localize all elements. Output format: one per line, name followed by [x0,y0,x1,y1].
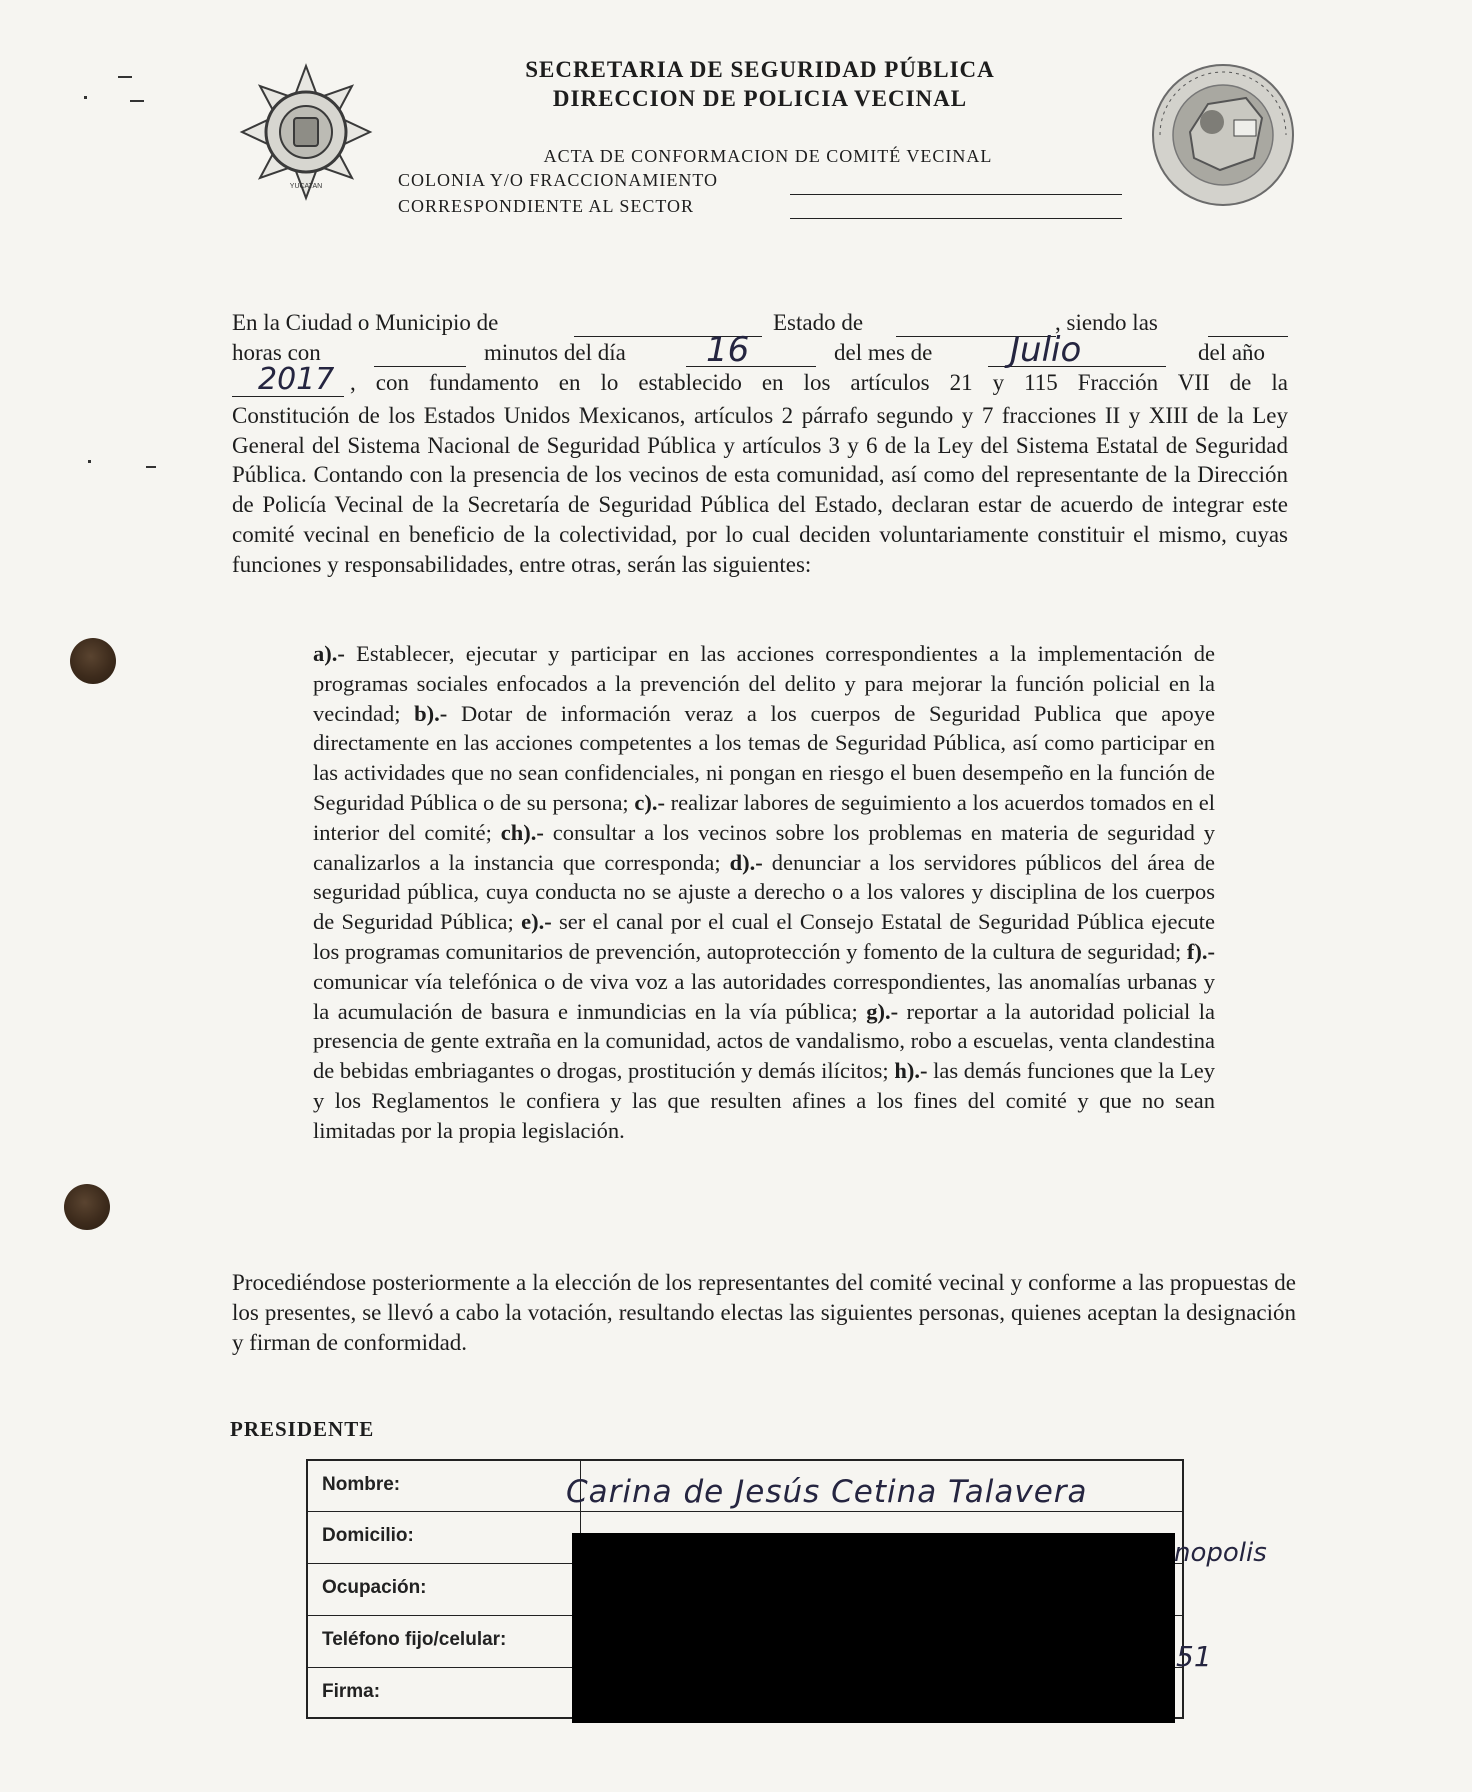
function-d-text: denunciar a los servidores públicos del área de seguridad pública, cuya conducta no se ajuste a derecho o a los valores y disciplina de los cuerpos de Seguridad Pública; [313,849,1215,935]
function-e-text: ser el canal por el cual el Consejo Estatal de Seguridad Pública ejecute los programas comunitarios de prevención, autoprotección y fomento de la cultura de seguridad; [313,909,1215,964]
function-c-text: realizar labores de seguimiento a los acuerdos tomados en el interior del comité; [313,789,1215,845]
sector-blank [790,218,1122,219]
functions-paragraph [313,639,1215,1146]
election-paragraph: Procediéndose posteriormente a la elección de los representantes del comité vecinal y conforme a las propuestas de los presentes, se llevó a cabo la votación, resultando electas las siguientes personas, quienes aceptan la designación y firman de conformidad. [232,1270,1296,1355]
signature-label: Firma: [322,1681,381,1702]
form-row-divider [308,1511,1182,1512]
function-f-marker: f).- [1186,938,1215,964]
intro-text-anio: del año [1198,340,1266,365]
address-label: Domicilio: [322,1525,414,1546]
function-b-marker: b).- [414,700,448,726]
name-label: Nombre: [322,1474,401,1495]
intro-line-3 [350,370,1288,400]
function-h-text: las demás funciones que la Ley y los Reglamentos le confiera y las que resulten afines a los fines del comité y que no sean limitadas por la propia legislación. [313,1058,1215,1143]
stray-mark [146,466,156,468]
phone-label: Teléfono fijo/celular: [322,1629,507,1650]
function-a-text: Establecer, ejecutar y participar en las acciones correspondientes a la implementación de programas sociales enfocados a la prevención del delito y para mejorar la función policial en la vecindad; [313,641,1215,726]
svg-text:YUCATAN: YUCATAN [289,183,323,190]
function-b-text: Dotar de información veraz a los cuerpos de Seguridad Publica que apoye directamente en las acciones competentes a los temas de Seguridad Pública, así como participar en las actividades que no sean confidenciales, ni pongan en riesgo el buen desempeño en la función de Seguridad Pública o de su persona; [313,700,1215,815]
punch-hole-bottom [64,1184,110,1230]
intro-text-fundamento: , con fundamento en lo establecido en los artículos 21 y 115 Fracción VII de la [350,370,1288,395]
occupation-label: Ocupación: [322,1577,427,1598]
minutes-blank [374,366,466,367]
function-ch-marker: ch).- [500,819,544,845]
function-d-marker: d).- [729,849,763,875]
function-f-text: comunicar vía telefónica o de viva voz a las autoridades correspondientes, las anomalías urbanas y la acumulación de basura e inmundicias en la vía pública; [313,968,1215,1024]
form-title: ACTA DE CONFORMACION DE COMITÉ VECINAL [543,146,993,166]
sector-label: CORRESPONDIENTE AL SECTOR [398,196,695,216]
header-title-line2: DIRECCION DE POLICIA VECINAL [552,86,968,111]
intro-text-minutos: minutos del día [484,340,626,365]
function-g-text: reportar a la autoridad policial la presencia de gente extraña en la comunidad, actos de vandalismo, robo a escuelas, venta clandestina de bebidas embriagantes o drogas, prostitución y demás ilícitos; [313,998,1215,1084]
handwritten-phone-fragment: 51 [1176,1640,1212,1673]
handwritten-day: 16 [706,330,750,370]
intro-text-mes: del mes de [834,340,933,365]
function-a-marker: a).- [313,641,345,666]
stray-mark [130,100,144,102]
function-c-marker: c).- [634,789,665,815]
ssp-seal-logo [236,62,376,202]
punch-hole-top [70,638,116,684]
colonia-blank [790,194,1122,195]
stray-mark [88,460,91,463]
stray-mark [84,96,87,99]
president-section-title: PRESIDENTE [230,1417,375,1441]
handwritten-president-name: Carina de Jesús Cetina Talavera [566,1474,1088,1510]
function-h-marker: h).- [894,1058,928,1084]
intro-text-municipio: En la Ciudad o Municipio de [232,310,499,335]
intro-text-horas: horas con [232,340,321,365]
intro-text-estado: Estado de [773,310,864,335]
header-title-line1: SECRETARIA DE SEGURIDAD PÚBLICA [525,57,995,82]
handwritten-month: Julio [1010,330,1082,370]
redaction-box [572,1533,1175,1723]
cesp-seal-logo [1150,62,1296,208]
intro-paragraph: Constitución de los Estados Unidos Mexicanos, artículos 2 párrafo segundo y 7 fracciones II y XIII de la Ley General del Sistema Nacional de Seguridad Pública y artículos 3 y 6 de la Ley del Sistema Estatal de Seguridad Pública. Contando con la presencia de los vecinos de esta comunidad, así como del representante de la Dirección de Policía Vecinal de la Secretaría de Seguridad Pública del Estado, declaran estar de acuerdo de integrar este comité vecinal en beneficio de la colectividad, por lo cual deciden voluntariamente constituir el mismo, cuyas funciones y responsabilidades, entre otras, serán las siguientes: [232,403,1288,577]
stray-mark [118,76,132,78]
function-g-marker: g).- [866,998,899,1024]
function-e-marker: e).- [521,909,552,935]
hour-blank [1208,336,1288,337]
handwritten-year: 2017 [258,362,335,397]
intro-text-siendo: , siendo las [1055,310,1158,335]
colonia-label: COLONIA Y/O FRACCIONAMIENTO [398,170,719,190]
handwritten-address-fragment: nopolis [1174,1538,1267,1568]
function-ch-text: consultar a los vecinos sobre los problemas en materia de seguridad y canalizarlos a la instancia que corresponda; [313,819,1215,875]
